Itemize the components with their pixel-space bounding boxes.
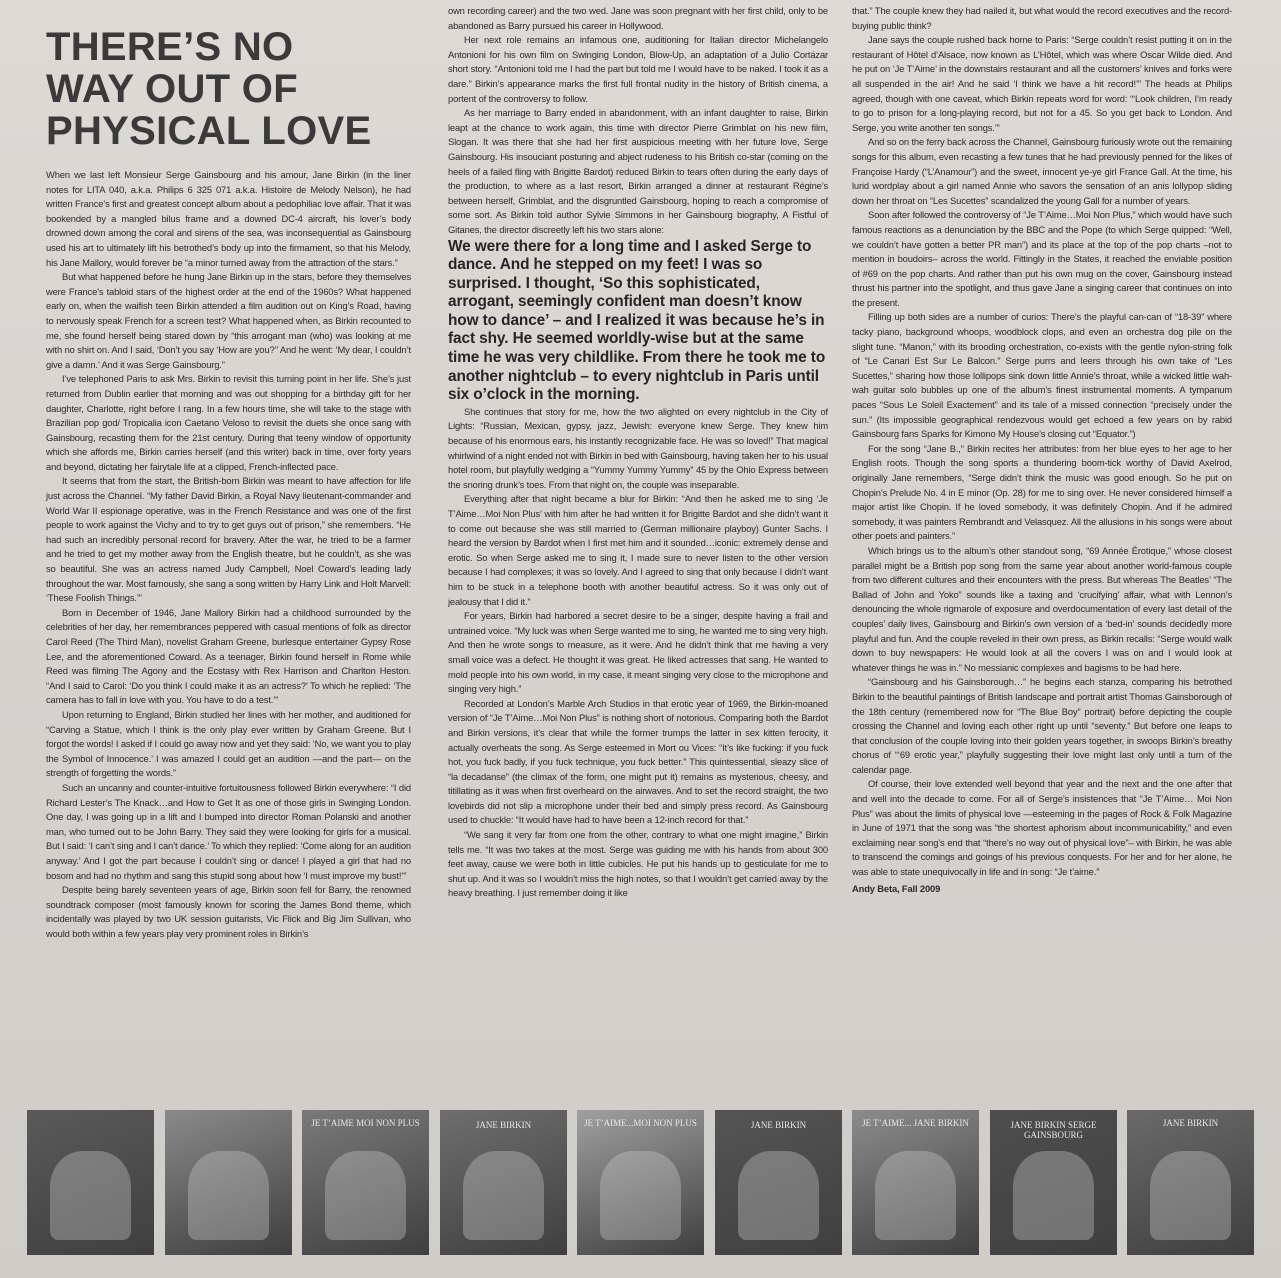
album-cover-strip <box>27 1110 1257 1255</box>
paragraph: But what happened before he hung Jane Birkin up in the stars, before they themselves were France’s tabloid stars of the highest order at the end of the 1960s? What happened early on, when the waifish teen Birkin attended a film audition out on King’s Road, having to nervously speak French for a screen test? What happened when, as Birkin recounted to me, she found herself being stared down by “this arrogant man (who) was looking at me with no shirt on. And I said, ‘Don’t you say ‘How are you?’’ And he went: ‘My dear, I couldn’t give a damn.’ And it was Serge Gainsbourg.” <box>46 271 411 370</box>
paragraph: For the song “Jane B.,” Birkin recites her attributes: from her blue eyes to her age to her English roots. Though the song sports a thundering boom-tick worthy of David Axelrod, originally Jane remembers, “Serge didn’t think the music was good enough. So he put on Chopin’s Prelude No. 4 in E minor (Op. 28) for me to sing over. He never considered himself a major artist like Chopin. If he loved somebody, it was definitely Chopin. And if he admired somebody, it was painters Rembrandt and Velasquez. All the allusions in his songs were about other poets and painters.” <box>852 442 1232 542</box>
headline-line-2: WAY OUT OF <box>46 67 298 111</box>
album-cover-thumbnail <box>27 1110 154 1255</box>
cover-title: JE T’AIME... JANE BIRKIN <box>862 1118 969 1128</box>
cover-title: JANE BIRKIN <box>1162 1118 1219 1128</box>
album-cover-thumbnail <box>715 1110 842 1255</box>
cover-photo <box>600 1151 681 1241</box>
paragraph: She continues that story for me, how the two alighted on every nightclub in the City of Lights: “Russian, Mexican, gypsy, jazz, Jewish: everyone knew Serge. They knew him because of his enormous ears, his instantly recognizable face. He was so loved!” That magical whirlwind of a night ended not with Birkin in bed with Gainsbourg, having taken her to his usual hotel room, but playfully wedging a “Yummy Yummy Yummy” 45 by the Ohio Express between the snoring drunk’s toes. From that night on, the couple was inseparable. <box>448 405 828 490</box>
paragraph: own recording career) and the two wed. Jane was soon pregnant with her first child, only to be abandoned as Barry pursued his career in Hollywood. <box>448 5 828 31</box>
paragraph: Filling up both sides are a number of curios: There’s the playful can-can of “18-39” where tacky piano, background whoops, woodblock clops, and even an orchestra dog pile on the slight tune. “Manon,” with its brooding orchestration, co-exists with the gentle nylon-string folk of “Le Canari Est Sur Le Balcon.” Serge purrs and leers through his own take of “Les Sucettes,” sharing how those lollipops sink down little Annie’s throat, while a wicked little wah-wah guitar solo bubbles up one of the album’s finest instrumental moments. A tympanum paces “Sous Le Soleil Exactement” and its tale of a missed connection “precisely under the sun.” (Its impossible geographical rendezvous would get echoed a few years on by rabid Gainsbourg fans Sparks for Kimono My House’s closing cut “Equator.”) <box>852 311 1232 440</box>
paragraph: Upon returning to England, Birkin studied her lines with her mother, and auditioned for “Carving a Statue, which I think is the only play ever written by Graham Greene. But I forgot the words! I asked if I could go away now and yet they said: ‘No, we want you to play the Symbol of Innocence.’ I was amazed I could get an audition —and the part— on the strength of forgetting the words.” <box>46 708 411 779</box>
paragraph: Soon after followed the controversy of “Je T’Aime…Moi Non Plus,” which would have such famous reactions as a denunciation by the BBC and the Pope (to which Serge quipped: “Well, we couldn’t have gotten a better PR man”) and its place at the top of the pop charts –not to mention in boudoirs– across the world. Fittingly in the States, it reached the enviable position of #69 on the pop charts. And rather than put his own mug on the cover, Gainsbourg instead thrust his partner into the spotlight, and thus gave Jane a singing career that continues on into the present. <box>852 209 1232 308</box>
paragraph: It seems that from the start, the British-born Birkin was meant to have affection for life just across the Channel. “My father David Birkin, a Royal Navy lieutenant-commander and World War II espionage operative, was in the French Resistance and was one of the first people to work against the Vichy and to try to get guys out of prison,” she remembers. “He had such an incredibly personal record for bravery. After the war, he tried to be a farmer and he tried to get my mother away from the English theatre, but he couldn’t, as she was so beautiful. She was an actress named Judy Campbell, Noel Coward’s leading lady throughout the war. Most famously, she sang a song written by Harry Link and Holt Marvell: ‘These Foolish Things.’” <box>46 475 411 604</box>
paragraph: And so on the ferry back across the Channel, Gainsbourg furiously wrote out the remaining songs for this album, even recasting a few tunes that he had previously penned for the likes of Françoise Hardy (“L’Anamour”) and the sweet, innocent ye-ye girl France Gall. At the time, his lurid wordplay about a girl named Annie who savors the sensation of an anis lollypop sliding down her throat on “Les Sucettes” scandalized the young Gall for a number of years. <box>852 136 1232 206</box>
column-3 <box>852 4 1232 896</box>
cover-photo <box>875 1151 956 1241</box>
paragraph: As her marriage to Barry ended in abandonment, with an infant daughter to raise, Birkin leapt at the chance to work again, this time with director Pierre Grimblat on his new film, Slogan. It was there that she had her first auspicious meeting with her future love, Serge Gainsbourg. His insouciant posturing and abject rudeness to his British co-star (coming on the heels of a failed fling with Brigitte Bardot) reduced Birkin to tears often during the early days of the production, to where as a last resort, Birkin arranged a dinner at restaurant Régine’s between herself, Grimblat, and the disgruntled Gainsbourg, hoping to reach a compromise of some sort. As Birkin told author Sylvie Simmons in her Gainsbourg biography, A Fistful of Gitanes, the director discreetly left his two stars alone: <box>448 107 828 235</box>
paragraph: Her next role remains an infamous one, auditioning for Italian director Michelangelo Antonioni for his own film on Swinging London, Blow-Up, an adaptation of a Julio Cortázar short story. “Antonioni told me I had the part but told me I would have to be naked. I took it as a dare.” Birkin’s appearance marks the first full frontal nudity in the history of British cinema, a portent of the controversy to follow. <box>448 34 828 104</box>
paragraph: “Gainsbourg and his Gainsborough…” he begins each stanza, comparing his betrothed Birkin to the beautiful paintings of British landscape and portrait artist Thomas Gainsborough of the 18th century (remembered now for “The Blue Boy” portrait) before depicting the couple crossing the Channel and loving each other right up until “seventy.” But before one leaps to that conclusion of the couple loving into their golden years together, in swoops Birkin’s breathy chorus of “‘69 erotic year,” playfully suggesting their love might last only until a turn of the calendar page. <box>852 676 1232 775</box>
paragraph: I’ve telephoned Paris to ask Mrs. Birkin to revisit this turning point in her life. She’s just returned from Dublin earlier that morning and was out shopping for a birthday gift for her daughter, Charlotte, right before I rang. In a few hours time, she will take to the stage with Brazilian pop god/ Tropicalia icon Caetano Veloso to revisit the duets she once sang with Gainsbourg, recasting them for the 21st century. During that teeny window of opportunity which she affords me, Birkin carries herself (and this writer) back in time, over forty years and beyond, dictating her fairytale life at a clipped, French-inflected pace. <box>46 373 411 472</box>
headline <box>46 26 426 152</box>
paragraph: Despite being barely seventeen years of age, Birkin soon fell for Barry, the renowned soundtrack composer (most famously known for scoring the James Bond theme, which incidentally was played by two UK session guitarists, Vic Flick and Big Jim Sullivan, who would both within a few years play very prominent roles in Birkin’s <box>46 884 411 939</box>
cover-title: JANE BIRKIN SERGE GAINSBOURG <box>1010 1120 1097 1140</box>
cover-photo <box>325 1151 406 1241</box>
author-signature: Andy Beta, Fall 2009 <box>852 882 941 894</box>
paragraph: Recorded at London’s Marble Arch Studios in that erotic year of 1969, the Birkin-moaned version of “Je T’Aime…Moi Non Plus” is nothing short of notorious. Comparing both the Bardot and Birkin versions, it’s clear that while the former trumps the latter in sex kitten ferocity, it actually overheats the song. As Serge esteemed in Mort ou Vices: “It’s like fucking: if you fuck hot, you fuck badly, if you fuck technique, you fuck better.” This quintessential, sleazy slice of “la decadanse” (the climax of the form, one might put it) remains as mysterious, cheesy, and titillating as it was when first overheard on the airwaves. And to set the record straight, the two lovebirds did not slip a microphone under their bed and simply press record. As Gainsbourg used to chuckle: “It would have had to have been a 12-inch record for that.” <box>448 697 828 826</box>
paragraph: “We sang it very far from one from the other, contrary to what one might imagine,” Birkin tells me. “It was two takes at the most. Serge was guiding me with his hands from about 300 feet away, cause we were both in little cubicles. He put his hands up to gesticulate for me to shut up. And it was so I wouldn’t miss the high notes, so that I wouldn’t get carried away by the heavy breathing. I just remember doing it like <box>448 829 828 899</box>
headline-line-3: PHYSICAL LOVE <box>46 109 372 153</box>
album-cover-thumbnail <box>165 1110 292 1255</box>
cover-photo <box>188 1151 269 1241</box>
album-cover-thumbnail <box>440 1110 567 1255</box>
album-cover-thumbnail <box>302 1110 429 1255</box>
paragraph: For years, Birkin had harbored a secret desire to be a singer, despite having a frail and untrained voice. “My luck was when Serge wanted me to sing, he wanted me to sing very high. And then he wrote songs to measure, as it were. And he didn’t think that me having a very small voice was a defect. He thought it was great. He liked actresses that sang. He wanted to mold people into his own world, in my case, it meant singing very close to the microphone and singing very high.” <box>448 610 828 695</box>
headline-line-1: THERE’S NO <box>46 25 294 69</box>
column-2 <box>448 4 828 901</box>
album-cover-thumbnail <box>990 1110 1117 1255</box>
cover-title: JANE BIRKIN <box>475 1120 532 1130</box>
paragraph: Which brings us to the album’s other standout song, “69 Année Érotique,” whose closest parallel might be a British pop song from the same year about another world-famous couple from two different cultures and their encounters with the press. But whereas The Beatles’ “The Ballad of John and Yoko” sounds like a taxing and ‘crucifying’ affair, what with Lennon’s denouncing the whole rigmarole of exposure and overdocumentation of every last detail of the couples’ daily lives, Gainsbourg and Birkin’s own version of a ‘bed-in’ sounds decidedly more playful and fun. And the couple reveled in their own press, as Birkin recalls: “Serge would walk down to buy newspapers: He would look at all the covers I was on and I would look at whatever things he was in.” No messianic complexes and bagisms to be had here. <box>852 544 1232 673</box>
album-cover-thumbnail <box>577 1110 704 1255</box>
paragraph: Born in December of 1946, Jane Mallory Birkin had a childhood surrounded by the celebrities of her day, her remembrances peppered with casual mentions of folk as director Carol Reed (The Third Man), novelist Graham Greene, burlesque entertainer Gypsy Rose Lee, and the aforementioned Coward. As a teenager, Birkin found herself in Rome while Reed was filming The Agony and the Ecstasy with Rex Harrison and Charlton Heston. “And I said to Carol: ‘Do you think I could make it as an actress?’ To which he replied: ‘The camera has to fall in love with you. You have to do a test.’” <box>46 606 411 706</box>
cover-photo <box>463 1151 544 1241</box>
cover-photo <box>738 1151 819 1241</box>
cover-title: JE T’AIME MOI NON PLUS <box>311 1118 420 1128</box>
album-cover-thumbnail <box>1127 1110 1254 1255</box>
paragraph: that.” The couple knew they had nailed it, but what would the record executives and the record-buying public think? <box>852 5 1232 31</box>
cover-title: JANE BIRKIN <box>750 1120 807 1130</box>
album-cover-thumbnail <box>852 1110 979 1255</box>
column-1 <box>46 168 411 941</box>
paragraph: Everything after that night became a blur for Birkin: “And then he asked me to sing ‘Je T’Aime…Moi Non Plus’ with him after he had written it for Brigitte Bardot and she didn’t want it to come out because she was still married to (German millionaire playboy) Gunter Sachs. I heard the version by Bardot when I first met him and it sounded…iconic: extremely dense and erotic. So when Serge asked me to sing it, I made sure to never listen to the other version because I had complexes; it was so lovely. And I agreed to sing that only because I didn’t want him to be stuck in a telephone booth with another beautiful actress. So it was only out of jealousy that I did it.” <box>448 493 828 607</box>
paragraph: Such an uncanny and counter-intuitive fortuitousness followed Birkin everywhere: “I did Richard Lester’s The Knack…and How to Get It as one of those girls in Swinging London. One day, I was going up in a lift and I bumped into director Roman Polanski and another man, who turned out to be John Barry. They said they were looking for girls for a musical. But I said: ‘I can’t sing and I can’t dance.’ To which they replied: ‘Come along for an audition anyway.’ And I got the part because I couldn’t sing or dance! I played a girl that had no bosom and had no rhythm and sang this stupid song about how ‘I must improve my bust!’” <box>46 781 411 881</box>
cover-title: JE T’AIME...MOI NON PLUS <box>584 1118 697 1128</box>
paragraph: Of course, their love extended well beyond that year and the next and the one after that and well into the decade to come. For all of Serge’s insistences that “Je T’Aime… Moi Non Plus” was about the limits of physical love —esteeming in the pages of Rock & Folk Magazine in June of 1971 that the song was “the shortest aphorism about incommunicability,” and even exclaiming near song’s end that “there’s no way out of physical love”– with Birkin, he was able to transcend the comings and goings of his previous conquests. For her and for her alone, he was able to state unequivocally in life and in song: “Je t’aime.” <box>852 778 1232 878</box>
paragraph: Jane says the couple rushed back home to Paris: “Serge couldn’t resist putting it on in the restaurant of Hôtel d’Alsace, now known as L’Hôtel, which was where Oscar Wilde died. And he put on ‘Je T’Aime’ in the downstairs restaurant and all the customers’ knives and forks were all suspended in the air! And he said ‘I think we have a hit record!’” The heads at Philips agreed, though with one caveat, which Birkin repeats word for word: “‘Look children, I’m ready to go to prison for a long-playing record, but not for a 45. So you get back to London. And Serge, you write another ten songs.’” <box>852 34 1232 133</box>
cover-photo <box>1013 1151 1094 1241</box>
cover-photo <box>1150 1151 1231 1241</box>
pull-quote: We were there for a long time and I asked Serge to dance. And he stepped on my feet! I was so surprised. I thought, ‘So this sophisticated, arrogant, seemingly confident man doesn’t know how to dance’ – and I realized it was because he’s in fact shy. He seemed worldly-wise but at the same time he was very childlike. From there he took me to another nightclub – to every nightclub in Paris until six o’clock in the morning. <box>448 237 826 404</box>
cover-photo <box>50 1151 131 1241</box>
paragraph: When we last left Monsieur Serge Gainsbourg and his amour, Jane Birkin (in the liner notes for LITA 040, a.k.a. Philips 6 325 071 a.k.a. Histoire de Melody Nelson), he had written France’s first and greatest concept album about a pedophiliac love affair. That it was bookended by a mangled bilus frame and a downed DC-4 aircraft, his lover’s body drowned down among the coral and sirens of the sea, was inconsequential as Gainsbourg used his art to ultimately lift his betrothed’s body up into the firmament, so that his Melody, his Jane Mallory, would forever be “a minor turned away from the attraction of the stars.” <box>46 169 411 268</box>
